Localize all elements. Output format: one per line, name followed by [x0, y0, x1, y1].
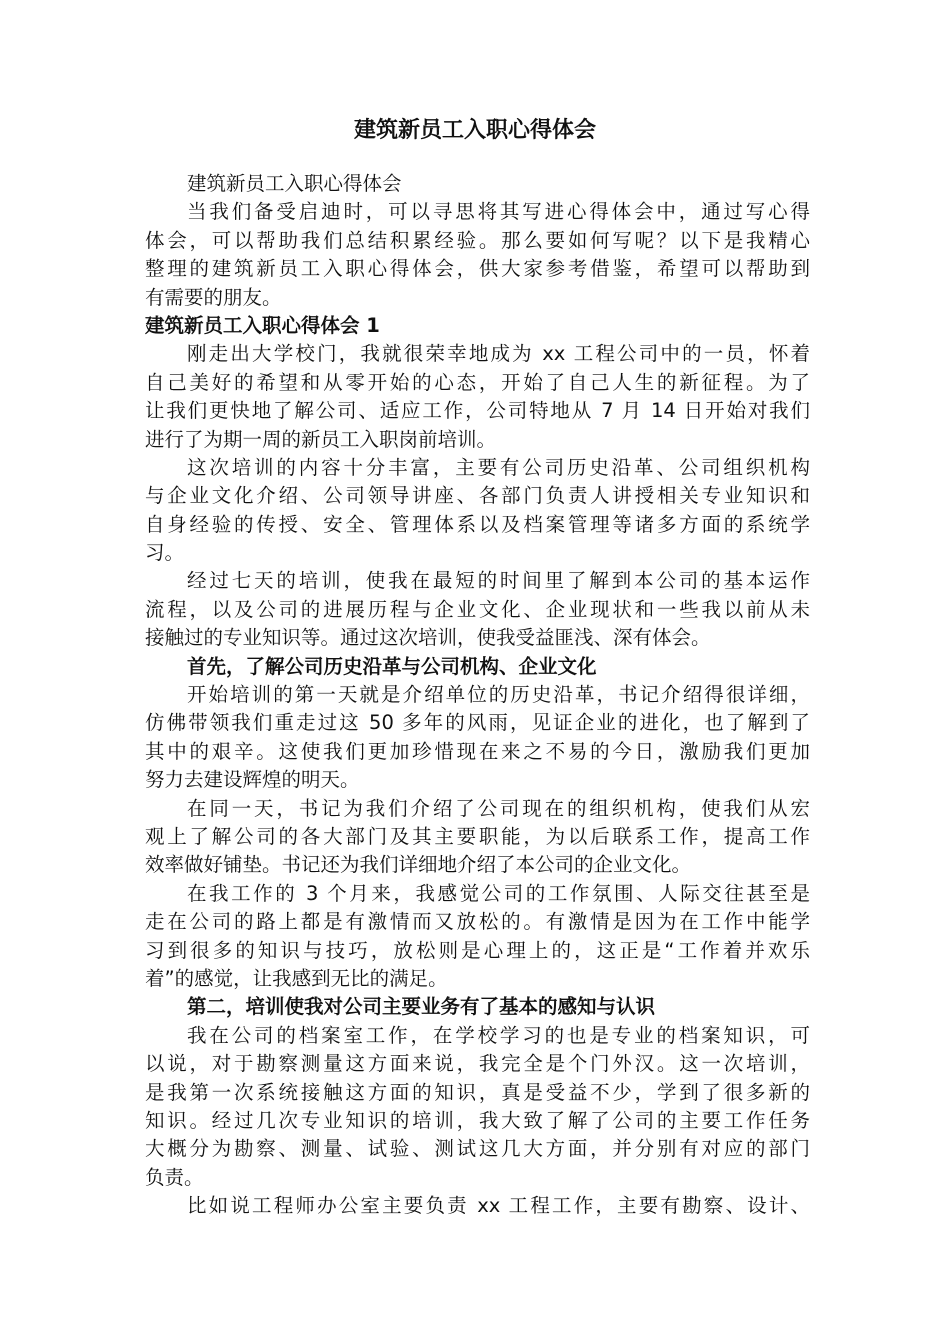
paragraph-line: 着”的感觉，让我感到无比的满足。 — [145, 966, 448, 990]
paragraph-line: 习。 — [145, 541, 185, 565]
paragraph-line: 有需要的朋友。 — [145, 285, 282, 309]
paragraph-line: 仿佛带领我们重走过这 50 多年的风雨，见证企业的进化，也了解到了 — [145, 711, 810, 735]
paragraph-line: 这次培训的内容十分丰富，主要有公司历史沿革、公司组织机构 — [187, 455, 810, 479]
paragraph-line: 接触过的专业知识等。通过这次培训，使我受益匪浅、深有体会。 — [145, 626, 711, 650]
paragraph-line: 比如说工程师办公室主要负责 xx 工程工作，主要有勘察、设计、 — [187, 1194, 810, 1218]
paragraph-line: 效率做好铺垫。书记还为我们详细地介绍了本公司的企业文化。 — [145, 853, 692, 877]
paragraph-line: 走在公司的路上都是有激情而又放松的。有激情是因为在工作中能学 — [145, 910, 810, 934]
paragraph-line: 大概分为勘察、测量、试验、测试这几大方面，并分别有对应的部门 — [145, 1137, 810, 1161]
paragraph-line: 流程，以及公司的进展历程与企业文化、企业现状和一些我以前从未 — [145, 597, 810, 621]
document-title: 建筑新员工入职心得体会 — [353, 118, 596, 143]
paragraph-line: 整理的建筑新员工入职心得体会，供大家参考借鉴，希望可以帮助到 — [145, 257, 810, 281]
paragraph-line: 以说，对于勘察测量这方面来说，我完全是个门外汉。这一次培训， — [145, 1052, 810, 1076]
paragraph-line: 当我们备受启迪时，可以寻思将其写进心得体会中，通过写心得 — [187, 200, 810, 224]
paragraph-line: 刚走出大学校门，我就很荣幸地成为 xx 工程公司中的一员，怀着 — [187, 342, 810, 366]
paragraph-line: 自身经验的传授、安全、管理体系以及档案管理等诸多方面的系统学 — [145, 512, 810, 536]
paragraph-line: 让我们更快地了解公司、适应工作，公司特地从 7 月 14 日开始对我们 — [145, 399, 810, 423]
paragraph-line: 负责。 — [145, 1165, 204, 1189]
paragraph-line: 其中的艰辛。这使我们更加珍惜现在来之不易的今日，激励我们更加 — [145, 739, 810, 763]
paragraph-line: 努力去建设辉煌的明天。 — [145, 768, 360, 792]
paragraph-line: 在我工作的 3 个月来，我感觉公司的工作氛围、人际交往甚至是 — [187, 881, 810, 905]
paragraph-line: 观上了解公司的各大部门及其主要职能，为以后联系工作，提高工作 — [145, 824, 810, 848]
paragraph-line: 习到很多的知识与技巧，放松则是心理上的，这正是“工作着并欢乐 — [145, 938, 810, 962]
section-heading-line: 首先，了解公司历史沿革与公司机构、企业文化 — [187, 654, 597, 678]
paragraph-line: 与企业文化介绍、公司领导讲座、各部门负责人讲授相关专业知识和 — [145, 484, 810, 508]
paragraph-line: 经过七天的培训，使我在最短的时间里了解到本公司的基本运作 — [187, 569, 810, 593]
paragraph-line: 体会，可以帮助我们总结积累经验。那么要如何写呢？以下是我精心 — [145, 228, 810, 252]
document-body — [145, 170, 810, 1220]
section-heading-line: 第二，培训使我对公司主要业务有了基本的感知与认识 — [187, 995, 656, 1019]
section-heading-line: 建筑新员工入职心得体会 1 — [145, 313, 380, 337]
paragraph-line: 知识。经过几次专业知识的培训，我大致了解了公司的主要工作任务 — [145, 1108, 810, 1132]
paragraph-line: 我在公司的档案室工作，在学校学习的也是专业的档案知识，可 — [187, 1023, 810, 1047]
paragraph-line: 自己美好的希望和从零开始的心态，开始了自己人生的新征程。为了 — [145, 370, 810, 394]
paragraph-line: 建筑新员工入职心得体会 — [187, 172, 402, 195]
paragraph-line: 开始培训的第一天就是介绍单位的历史沿革，书记介绍得很详细， — [187, 683, 810, 707]
paragraph-line: 进行了为期一周的新员工入职岗前培训。 — [145, 427, 497, 451]
paragraph-line: 是我第一次系统接触这方面的知识，真是受益不少，学到了很多新的 — [145, 1080, 810, 1104]
paragraph-line: 在同一天，书记为我们介绍了公司现在的组织机构，使我们从宏 — [187, 796, 810, 820]
